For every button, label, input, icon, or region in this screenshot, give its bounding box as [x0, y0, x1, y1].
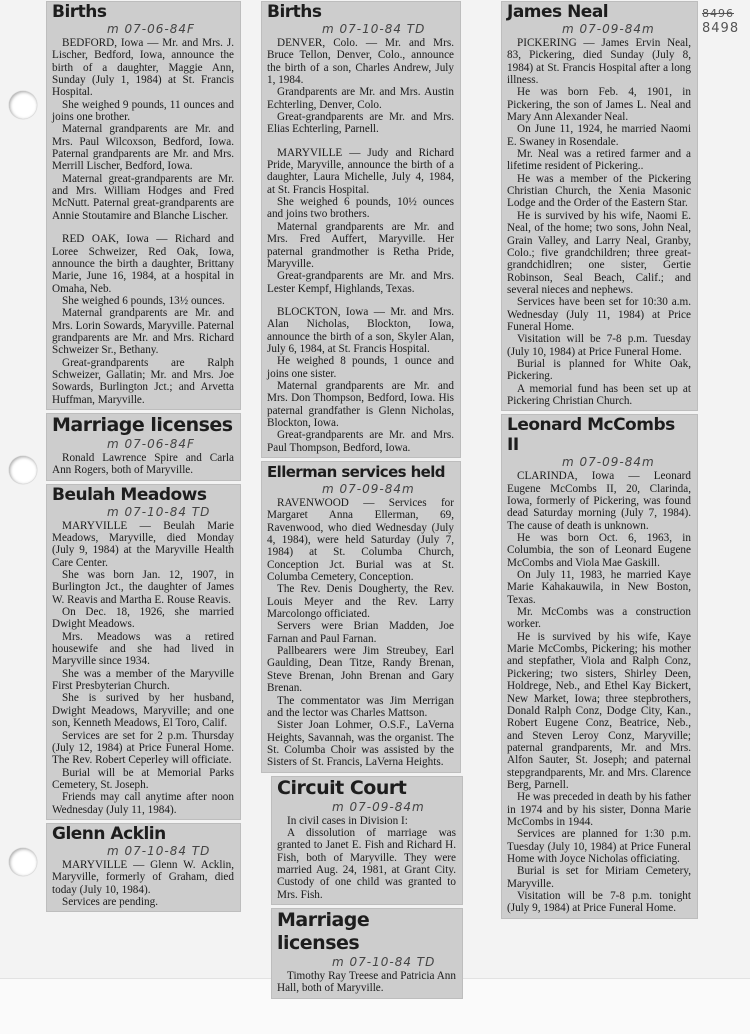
handwritten-date-annotation: m 07-10-84 TD	[107, 504, 211, 519]
article-paragraph: Grandparents are Mr. and Mrs. Austin Echterling, Denver, Colo.	[267, 86, 454, 111]
handwritten-date-annotation: m 07-09-84m	[562, 22, 655, 36]
handwritten-date-annotation: m 07-06-84F	[107, 22, 195, 36]
handwritten-date-annotation: m 07-10-84 TD	[322, 22, 426, 36]
births-clipping-1	[47, 2, 240, 409]
article-paragraph: She weighed 6 pounds, 13½ ounces.	[62, 294, 225, 307]
article-paragraph: A dissolution of marriage was granted to Janet E. Fish and Richard H. Fish, both of Maryville. They were married Aug. 24, 1981, at Grant City. Custody of one child was granted to Mrs. Fish.	[277, 826, 456, 901]
clipping-headline: Glenn Acklin	[52, 823, 166, 844]
article-paragraph: On Dec. 18, 1926, she married Dwight Meadows.	[52, 606, 234, 631]
circuit-court-clipping	[272, 777, 462, 904]
article-paragraph: Burial will be at Memorial Parks Cemetery, St. Joseph.	[52, 766, 234, 791]
glenn-acklin-obituary	[47, 824, 240, 911]
article-paragraph: A memorial fund has been set up at Pickering Christian Church.	[507, 382, 691, 407]
column-left	[47, 2, 240, 916]
article-paragraph: On June 11, 1924, he married Naomi E. Swaney in Rosendale.	[507, 123, 691, 148]
marriage-licenses-clipping-1	[47, 414, 240, 480]
clipping-headline: Births	[267, 2, 322, 22]
column-right	[502, 2, 697, 923]
article-paragraph: Pallbearers were Jim Streubey, Earl Gaulding, Dean Titze, Randy Brenan, Steve Brenan, John Brenan and Gary Brenan.	[267, 645, 454, 695]
article-paragraph: Sister Joan Lohmer, O.S.F., LaVerna Heights, Savannah, was the organist. The St. Columba Choir was assisted by the Sisters of St. Francis, LaVerna Heights.	[267, 719, 454, 769]
article-paragraph: MARYVILLE — Glenn W. Acklin, Maryville, formerly of Graham, died today (July 10, 1984).	[52, 858, 234, 896]
clipping-headline: Leonard McCombs II	[507, 415, 675, 456]
article-paragraph: He is survived by his wife, Naomi E. Neal, of the home; two sons, John Neal, Grain Valley, and Larry Neal, Granby, Colo.; five grandchildren; three great-grandchidlren; one sister, Gertie Robinson, Seal Beach, Calif.; and several nieces and nephews.	[507, 209, 691, 296]
handwritten-page-number	[702, 6, 739, 36]
handwritten-date-annotation: m 07-09-84m	[322, 482, 415, 496]
column-middle	[262, 2, 460, 1003]
handwritten-date-annotation: m 07-10-84 TD	[332, 954, 436, 969]
article-paragraph: BLOCKTON, Iowa — Mr. and Mrs. Alan Nicholas, Blockton, Iowa, announce the birth of a son, Skyler Alan, July 6, 1984, at St. Francis Hospital.	[267, 305, 454, 355]
article-paragraph: RED OAK, Iowa — Richard and Loree Schweizer, Red Oak, Iowa, announce the birth a daughter, Brittany Marie, June 16, 1984, at a hospital in Omaha, Neb.	[52, 233, 234, 295]
article-paragraph: Visitation will be 7-8 p.m. tonight (July 9, 1984) at Price Funeral Home.	[507, 890, 691, 915]
article-paragraph: Maternal grandparents are Mr. and Mrs. Don Thompson, Bedford, Iowa. His paternal grandfather is Glenn Nicholas, Blockton, Iowa.	[267, 379, 454, 429]
clipping-headline: Marriage licenses	[277, 908, 370, 954]
article-paragraph: He was born Feb. 4, 1901, in Pickering, the son of James L. Neal and Mary Ann Alexander Neal.	[507, 86, 691, 124]
article-paragraph: MARYVILLE — Beulah Marie Meadows, Maryville, died Monday (July 9, 1984) at the Maryville Health Care Center.	[52, 519, 234, 569]
ellerman-services-clipping	[262, 462, 460, 772]
article-section	[52, 452, 234, 477]
article-section	[507, 470, 691, 914]
article-paragraph: Ronald Lawrence Spire and Carla Ann Rogers, both of Maryville.	[52, 451, 234, 477]
article-paragraph: Services are set for 2 p.m. Thursday (July 12, 1984) at Price Funeral Home. The Rev. Robert Ceperley will officiate.	[52, 729, 234, 767]
clipping-headline: Ellerman services held	[267, 463, 445, 481]
article-paragraph: He was a member of the Pickering Christian Church, the Xenia Masonic Lodge and the Order of the Eastern Star.	[507, 172, 691, 210]
article-paragraph: He weighed 8 pounds, 1 ounce and joins one sister.	[267, 355, 454, 380]
article-section	[507, 37, 691, 407]
leonard-mccombs-obituary	[502, 415, 697, 917]
punch-hole	[9, 456, 37, 484]
article-paragraph: Maternal grandparents are Mr. and Mrs. Lorin Sowards, Maryville. Paternal grandparents are Mr. and Mrs. Richard Schweizer Sr., Bethany.	[52, 307, 234, 357]
article-paragraph: She was born Jan. 12, 1907, in Burlington Jct., the daughter of James W. Reavis and Martha E. Rouse Reavis.	[52, 569, 234, 606]
article-section	[52, 233, 234, 406]
article-paragraph: BEDFORD, Iowa — Mr. and Mrs. J. Lischer, Bedford, Iowa, announce the birth of a daughter, Maggie Ann, Sunday (July 1, 1984) at St. Francis Hospital.	[52, 37, 234, 99]
article-paragraph: Services are planned for 1:30 p.m. Tuesday (July 10, 1984) at Price Funeral Home with Joyce Nicholas officiating.	[507, 828, 691, 865]
article-paragraph: Maternal grandparents are Mr. and Mrs. Paul Wilcoxson, Bedford, Iowa. Paternal grandparents are Mr. and Mrs. Merrill Lischer, Bedford, Iowa.	[52, 123, 234, 173]
article-section	[267, 37, 454, 136]
article-paragraph: Services have been set for 10:30 a.m. Wednesday (July 11, 1984) at Price Funeral Home.	[507, 296, 691, 333]
article-section	[52, 859, 234, 908]
current-page-number: 8498	[702, 21, 740, 36]
struck-page-number: 8496	[702, 7, 734, 20]
beulah-meadows-obituary	[47, 485, 240, 819]
clipping-headline: Births	[52, 2, 107, 22]
article-paragraph: Friends may call anytime after noon Wednesday (July 11, 1984).	[52, 791, 234, 816]
article-paragraph: She is surived by her husband, Dwight Meadows, Maryville; and one son, Kenneth Meadows, El Toro, Calif.	[52, 692, 234, 730]
handwritten-date-annotation: m 07-09-84m	[562, 455, 655, 470]
article-paragraph: In civil cases in Division I:	[287, 814, 408, 827]
article-section	[267, 147, 454, 295]
article-section	[267, 497, 454, 769]
clipping-headline: Circuit Court	[277, 776, 407, 799]
article-paragraph: Maternal great-grandparents are Mr. and Mrs. William Hodges and Fred McNutt. Paternal great-grandparents are Annie Stoutamire and Blanche Lischer.	[52, 172, 234, 222]
handwritten-date-annotation: m 07-06-84F	[107, 436, 195, 451]
handwritten-date-annotation: m 07-10-84 TD	[107, 843, 211, 858]
article-section	[277, 970, 456, 995]
article-paragraph: Burial is set for Miriam Cemetery, Maryville.	[507, 865, 691, 890]
article-paragraph: Great-grandparents are Mr. and Mrs. Lester Kempf, Highlands, Texas.	[267, 270, 454, 295]
article-paragraph: She weighed 9 pounds, 11 ounces and joins one brother.	[52, 98, 234, 124]
article-paragraph: Services are pending.	[62, 895, 158, 908]
article-paragraph: She weighed 6 pounds, 10½ ounces and joins two brothers.	[267, 196, 454, 221]
james-neal-obituary	[502, 2, 697, 410]
article-paragraph: Visitation will be 7-8 p.m. Tuesday (July 10, 1984) at Price Funeral Home.	[507, 333, 691, 358]
article-paragraph: Timothy Ray Treese and Patricia Ann Hall, both of Maryville.	[277, 969, 456, 995]
article-paragraph: He was preceded in death by his father in 1974 and by his sister, Donna Marie McCombs in 1944.	[507, 791, 691, 828]
article-paragraph: Servers were Brian Madden, Joe Farnan and Paul Farnan.	[267, 620, 454, 645]
article-paragraph: On July 11, 1983, he married Kaye Marie Kahakauwila, in New Boston, Texas.	[507, 569, 691, 606]
article-section	[52, 37, 234, 222]
births-clipping-2	[262, 2, 460, 457]
clipping-headline: James Neal	[507, 2, 609, 22]
article-paragraph: Great-grandparents are Mr. and Mrs. Elias Echterling, Parnell.	[267, 111, 454, 136]
article-paragraph: Burial is planned for White Oak, Pickering.	[507, 357, 691, 383]
article-paragraph: PICKERING — James Ervin Neal, 83, Pickering, died Sunday (July 8, 1984) at St. Francis Hospital after a long illness.	[507, 37, 691, 87]
article-paragraph: Great-grandparents are Mr. and Mrs. Paul Thompson, Bedford, Iowa.	[267, 429, 454, 454]
clipping-headline: Marriage licenses	[52, 413, 233, 436]
article-section	[52, 520, 234, 816]
article-paragraph: He was born Oct. 6, 1963, in Columbia, the son of Leonard Eugene McCombs and Viola Mae Gaskill.	[507, 532, 691, 569]
article-paragraph: Mr. Neal was a retired farmer and a lifetime resident of Pickering..	[507, 148, 691, 173]
article-paragraph: The commentator was Jim Merrigan and the lector was Charles Mattson.	[267, 694, 454, 719]
article-paragraph: CLARINDA, Iowa — Leonard Eugene McCombs II, 20, Clarinda, Iowa, formerly of Pickering, was found dead Saturday morning (July 7, 1984). The cause of death is unknown.	[507, 470, 691, 532]
article-paragraph: He is survived by his wife, Kaye Marie McCombs, Pickering; his mother and stepfather, Viola and Ralph Conz, Pickering; two sisters, Shirley Deen, Holdrege, Neb., and Ethel Kay Bickert, New Market, Iowa; three stepbrothers, Donald Ralph Conz, Dodge City, Kan., Robert Eugene Conz, Beatrice, Neb., and Steven Leroy Conz, Maryville; paternal grandparents, Mr. and Mrs. Alfon Sauter, St. Joseph; and paternal stepgrandparents, Mr. and Mrs. Clarence Berg, Parnell.	[507, 630, 691, 791]
article-paragraph: Maternal grandparents are Mr. and Mrs. Fred Auffert, Maryville. Her paternal grandmother is Retha Pride, Maryville.	[267, 220, 454, 270]
article-paragraph: DENVER, Colo. — Mr. and Mrs. Bruce Tellon, Denver, Colo., announce the birth of a son, Charles Andrew, July 1, 1984.	[267, 37, 454, 87]
marriage-licenses-clipping-2	[272, 909, 462, 998]
article-paragraph: MARYVILLE — Judy and Richard Pride, Maryville, announce the birth of a daughter, Laura Michelle, July 4, 1984, at St. Francis Hospital.	[267, 146, 454, 196]
article-paragraph: Mrs. Meadows was a retired housewife and she had lived in Maryville since 1934.	[52, 630, 234, 668]
punch-hole	[9, 848, 37, 876]
article-paragraph: RAVENWOOD — Services for Margaret Anna Ellerman, 69, Ravenwood, who died Wednesday (July 4, 1984), were held Saturday (July 7, 1984) at St. Columba Church, Conception Jct. Burial was at St. Columba Cemetery, Conception.	[267, 497, 454, 584]
punch-hole	[9, 91, 37, 119]
article-paragraph: The Rev. Denis Dougherty, the Rev. Louis Meyer and the Rev. Larry Marcolongo officiated.	[267, 583, 454, 621]
article-section	[267, 306, 454, 454]
article-section	[277, 815, 456, 901]
handwritten-date-annotation: m 07-09-84m	[332, 799, 425, 814]
article-paragraph: Mr. McCombs was a construction worker.	[507, 606, 691, 631]
article-paragraph: Great-grandparents are Ralph Schweizer, Gallatin; Mr. and Mrs. Joe Sowards, Burlington Jct.; and Arvetta Huffman, Maryville.	[52, 356, 234, 406]
article-paragraph: She was a member of the Maryville First Presbyterian Church.	[52, 667, 234, 693]
clipping-headline: Beulah Meadows	[52, 484, 207, 505]
